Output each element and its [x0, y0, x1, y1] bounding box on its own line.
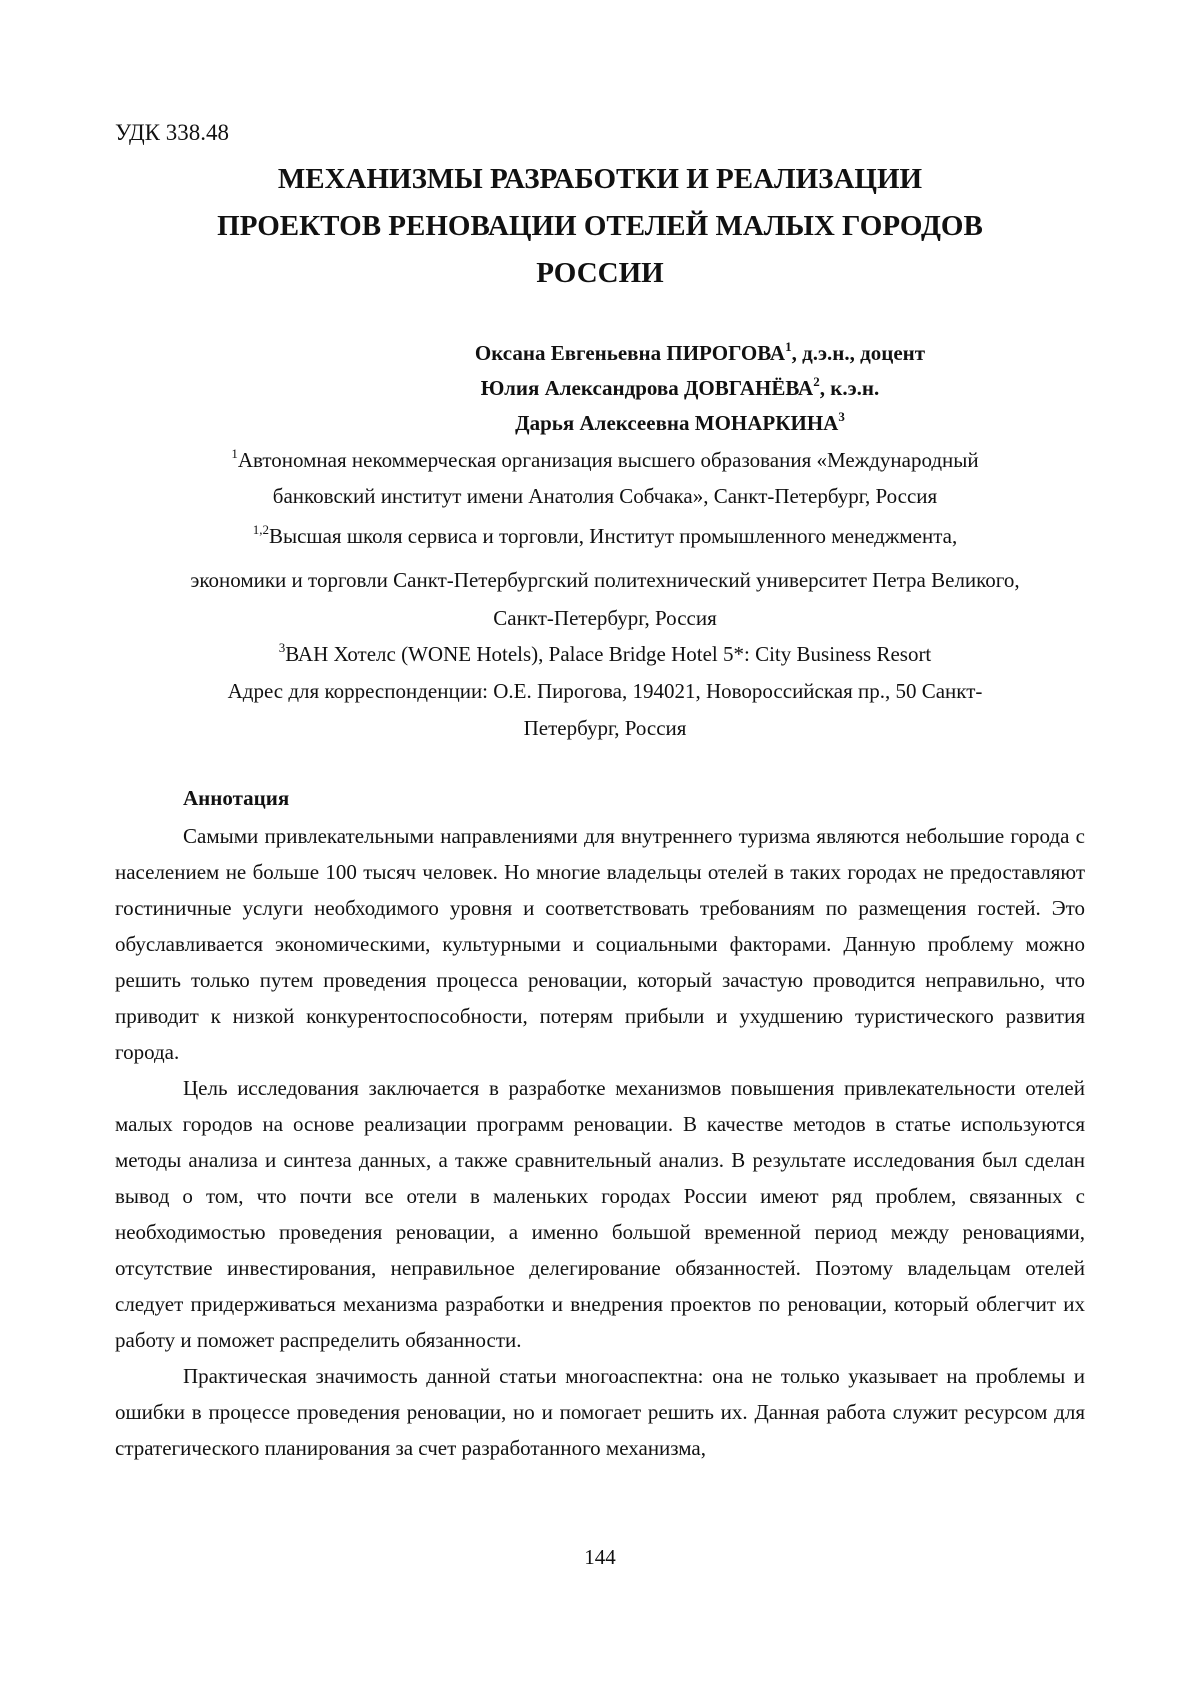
- affiliation-superscript: 1: [231, 446, 238, 461]
- affiliation-text: ВАН Хотелс (WONE Hotels), Palace Bridge Hotel 5*: City Business Resort: [285, 642, 932, 666]
- author-superscript: 2: [813, 374, 820, 389]
- udk-code: УДК 338.48: [115, 120, 229, 145]
- affiliation-superscript: 3: [278, 640, 286, 655]
- affiliation-superscript: 1,2: [252, 522, 269, 537]
- author-line: [120, 406, 1080, 441]
- author-name: Оксана Евгеньевна ПИРОГОВА: [474, 341, 786, 365]
- correspondence-line: Петербург, Россия: [523, 716, 687, 740]
- author-name: Дарья Алексеевна МОНАРКИНА: [515, 411, 839, 435]
- affiliation-line: [115, 636, 1095, 672]
- author-superscript: 3: [838, 409, 845, 424]
- affiliation-line: [115, 518, 1095, 554]
- abstract-body: [115, 818, 1085, 1466]
- abstract-heading: Аннотация: [183, 786, 290, 810]
- paper-title: [120, 156, 1080, 297]
- affiliation-line: банковский институт имени Анатолия Собчака», Санкт-Петербург, Россия: [272, 484, 938, 508]
- author-degree: , к.э.н.: [819, 376, 880, 400]
- title-line: РОССИИ: [536, 257, 664, 289]
- affiliation-line: [115, 442, 1095, 478]
- author-name: Юлия Александрова ДОВГАНЁВА: [480, 376, 814, 400]
- abstract-paragraph: Цель исследования заключается в разработке механизмов повышения привлекательности отелей малых городов на основе реализации программ реновации. В качестве методов в статье используются методы анализа и синтеза данных, а также сравнительный анализ. В результате исследования был сделан вывод о том, что почти все отели в маленьких городах России имеют ряд проблем, связанных с необходимостью проведения реновации, а именно большой временной период между реновациями, отсутствие инвестирования, неправильное делегирование обязанностей. Поэтому владельцам отелей следует придерживаться механизма разработки и внедрения проектов по реновации, который облегчит их работу и поможет распределить обязанности.: [115, 1076, 1085, 1352]
- page-number: 144: [584, 1545, 616, 1569]
- abstract-paragraph: Практическая значимость данной статьи многоаспектна: она не только указывает на проблемы и ошибки в процессе проведения реновации, но и помогает решить их. Данная работа служит ресурсом для стратегического планирования за счет разработанного механизма,: [115, 1364, 1085, 1460]
- title-line: МЕХАНИЗМЫ РАЗРАБОТКИ И РЕАЛИЗАЦИИ: [277, 163, 923, 195]
- title-line: ПРОЕКТОВ РЕНОВАЦИИ ОТЕЛЕЙ МАЛЫХ ГОРОДОВ: [217, 210, 983, 242]
- author-list: [120, 336, 1080, 441]
- affiliation-line: Санкт-Петербург, Россия: [493, 606, 717, 630]
- author-superscript: 1: [785, 339, 792, 354]
- author-degree: , д.э.н., доцент: [791, 341, 926, 365]
- affiliation-text: Автономная некоммерческая организация высшего образования «Международный: [237, 448, 979, 472]
- abstract-paragraph: Самыми привлекательными направлениями для внутреннего туризма являются небольшие города с населением не больше 100 тысяч человек. Но многие владельцы отелей в таких городах не предоставляют гостиничные услуги необходимого уровня и соответствовать требованиям по размещения гостей. Это обуславливается экономическими, культурными и социальными факторами. Данную проблему можно решить только путем проведения процесса реновации, который зачастую проводится неправильно, что приводит к низкой конкурентоспособности, потерям прибыли и ухудшению туристического развития города.: [115, 824, 1085, 1064]
- affiliation-line: экономики и торговли Санкт-Петербургский политехнический университет Петра Великого,: [190, 568, 1020, 592]
- author-line: [120, 336, 1080, 371]
- affiliation-text: Высшая школя сервиса и торговли, Институт промышленного менеджмента,: [269, 524, 958, 548]
- author-line: [120, 371, 1080, 406]
- correspondence-line: Адрес для корреспонденции: О.Е. Пирогова, 194021, Новороссийская пр., 50 Санкт-: [227, 679, 983, 703]
